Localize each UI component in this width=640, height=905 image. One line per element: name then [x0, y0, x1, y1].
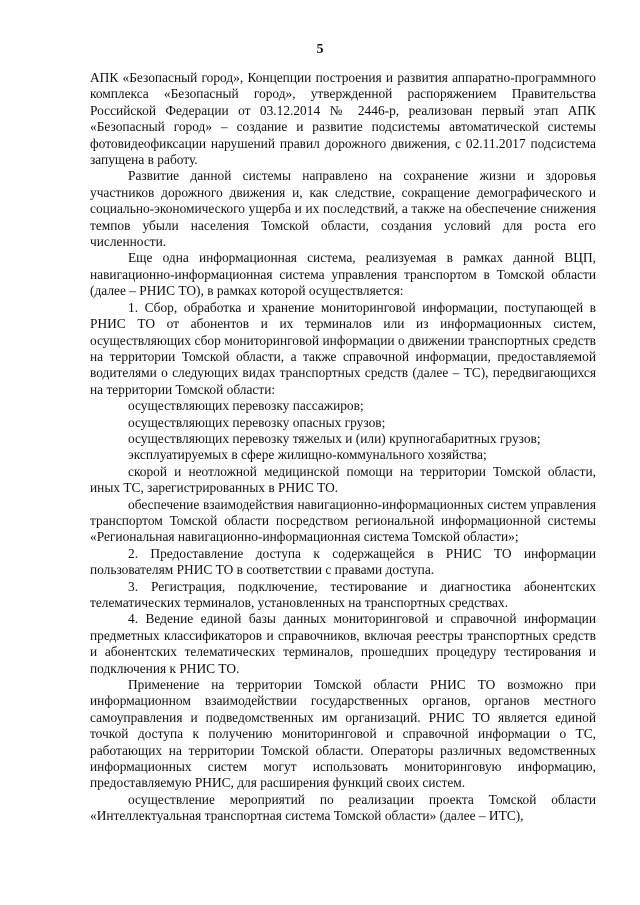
paragraph: скорой и неотложной медицинской помощи на территории Томской области, иных ТС, зарегистрированных в РНИС ТО. — [90, 463, 596, 496]
paragraph: Развитие данной системы направлено на сохранение жизни и здоровья участников дорожного движения и, как следствие, сокращение демографического и социально-экономического ущерба и их последствий, а также на обеспечение снижения темпов убыли населения Томской области, создания условий для роста его численности. — [90, 168, 596, 250]
paragraph: Применение на территории Томской области РНИС ТО возможно при информационном взаимодействии государственных органов, органов местного самоуправления и подведомственных им организаций. РНИС ТО является единой точкой доступа к получению мониторинговой и справочной информации о ТС, работающих на территории Томской области. Операторы различных ведомственных информационных систем могут использовать мониторинговую информацию, предоставляемую РНИС, для расширения функций своих систем. — [90, 677, 596, 791]
list-item: осуществляющих перевозку опасных грузов; — [128, 414, 386, 430]
paragraph: АПК «Безопасный город», Концепции построения и развития аппаратно-программного комплекса «Безопасный город», утвержденной распоряжением Правительства Российской Федерации от 03.12.2014 № 2446-р, реализован первый этап АПК «Безопасный город» – создание и развитие подсистемы автоматической системы фотовидеофиксации нарушений правил дорожного движения, с 02.11.2017 подсистема запущена в работу. — [90, 70, 596, 168]
paragraph: 1. Сбор, обработка и хранение мониторинговой информации, поступающей в РНИС ТО от абонентов и их терминалов или из информационных систем, осуществляющих сбор мониторинговой информации о движении транспортных средств на территории Томской области, а также справочной информации, предоставляемой водителями о следующих видах транспортных средств (далее – ТС), передвигающихся на территории Томской области: — [90, 299, 596, 397]
list-item: эксплуатируемых в сфере жилищно-коммунального хозяйства; — [128, 447, 487, 463]
paragraph: обеспечение взаимодействия навигационно-информационных систем управления транспортом Томской области посредством региональной информационной системы «Региональная навигационно-информационная система Томской области»; — [90, 496, 596, 545]
paragraph: осуществление мероприятий по реализации проекта Томской области «Интеллектуальная транспортная система Томской области» (далее – ИТС), — [90, 791, 596, 824]
paragraph: Еще одна информационная система, реализуемая в рамках данной ВЦП, навигационно-информационная система управления транспортом в Томской области (далее – РНИС ТО), в рамках которой осуществляется: — [90, 250, 596, 299]
paragraph: 3. Регистрация, подключение, тестирование и диагностика абонентских телематических терминалов, установленных на транспортных средствах. — [90, 578, 596, 610]
paragraph: 4. Ведение единой базы данных мониторинговой и справочной информации предметных классификаторов и справочников, включая реестры транспортных средств и абонентских телематических терминалов, прошедших процедуру тестирования и подключения к РНИС ТО. — [90, 611, 596, 676]
list-item: осуществляющих перевозку пассажиров; — [128, 398, 364, 414]
page-number: 5 — [316, 42, 324, 57]
paragraph: 2. Предоставление доступа к содержащейся в РНИС ТО информации пользователям РНИС ТО в соответствии с правами доступа. — [90, 545, 596, 578]
list-item: осуществляющих перевозку тяжелых и (или) крупногабаритных грузов; — [128, 430, 541, 446]
document-body — [90, 70, 596, 825]
